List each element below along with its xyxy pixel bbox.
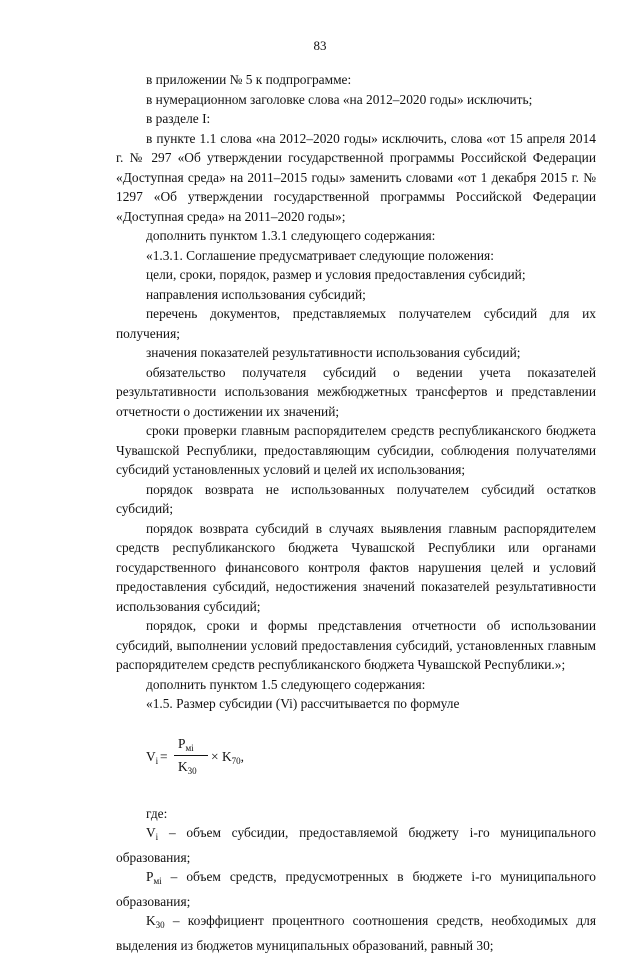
- definition-k30: $K_{30}$ – коэффициент процентного соотношения средств, необходимых для выделения из бюджетов муниципальных образований, равный 30;: [116, 913, 596, 953]
- formula-denominator: $K_{30}$: [178, 758, 197, 776]
- paragraph: сроки проверки главным распорядителем средств республиканского бюджета Чувашской Республики, предоставляющим субсидии, соблюдения получателями субсидий установленных условий и целей их использования;: [116, 423, 596, 477]
- definition-vi: $V_i$ – объем субсидии, предоставляемой бюджету i-го муниципального образования;: [116, 825, 596, 865]
- paragraph: обязательство получателя субсидий о ведении учета показателей результативности использования межбюджетных трансфертов и представлении отчетности о достижении их значений;: [116, 364, 596, 419]
- paragraph: значения показателей результативности использования субсидий;: [146, 345, 521, 360]
- paragraph: «1.5. Размер субсидии (Vi) рассчитывается по формуле: [146, 696, 460, 711]
- paragraph: в разделе I:: [146, 111, 211, 126]
- definition-pmi: $P_{мi}$ – объем средств, предусмотренных в бюджете i-го муниципального образования;: [116, 869, 596, 909]
- fraction-bar: [174, 755, 208, 756]
- paragraph: в приложении № 5 к подпрограмме:: [146, 72, 352, 87]
- subsidy-formula: [116, 728, 596, 784]
- paragraph: направления использования субсидий;: [146, 286, 366, 302]
- formula-factor: $K_{70}$,: [222, 748, 245, 766]
- formula-lhs: $V_i$: [146, 748, 159, 766]
- paragraph: порядок возврата не использованных получателем субсидий остатков субсидий;: [116, 481, 596, 516]
- paragraph: «1.3.1. Соглашение предусматривает следующие положения:: [146, 247, 494, 263]
- paragraph: в пункте 1.1 слова «на 2012–2020 годы» исключить, слова «от 15 апреля 2014 г. № 297 «Об утверждении государственной программы Российской Федерации «Доступная среда» на 2011–2015 годы» заменить словами «от 1 декабря 2015 г. № 1297 «Об утверждении государственной программы Российской Федерации «Доступная среда» на 2011–2020 годы»;: [116, 130, 596, 224]
- page-number: 83: [313, 38, 327, 53]
- document-body: [116, 70, 596, 955]
- formula-equals: =: [160, 748, 168, 764]
- where-label: где:: [146, 805, 168, 821]
- paragraph: порядок возврата субсидий в случаях выявления главным распорядителем средств республиканского бюджета Чувашской Республики или органами государственного финансового контроля фактов нарушения целей и условий предоставления субсидий, недостижения значений показателей результативности использования субсидий;: [116, 520, 596, 614]
- formula-times: ×: [211, 748, 219, 764]
- paragraph: дополнить пунктом 1.3.1 следующего содержания:: [146, 228, 436, 243]
- paragraph: дополнить пунктом 1.5 следующего содержания:: [146, 676, 426, 692]
- paragraph: в нумерационном заголовке слова «на 2012–2020 годы» исключить;: [146, 91, 533, 107]
- formula-numerator: $P_{мi}$: [178, 735, 194, 753]
- paragraph: цели, сроки, порядок, размер и условия предоставления субсидий;: [146, 267, 526, 282]
- paragraph: перечень документов, представляемых получателем субсидий для их получения;: [116, 306, 596, 341]
- paragraph: порядок, сроки и формы представления отчетности об использовании субсидий, выполнении условий предоставления субсидий, установленных главным распорядителем средств республиканского бюджета Чувашской Республики.»;: [116, 618, 596, 672]
